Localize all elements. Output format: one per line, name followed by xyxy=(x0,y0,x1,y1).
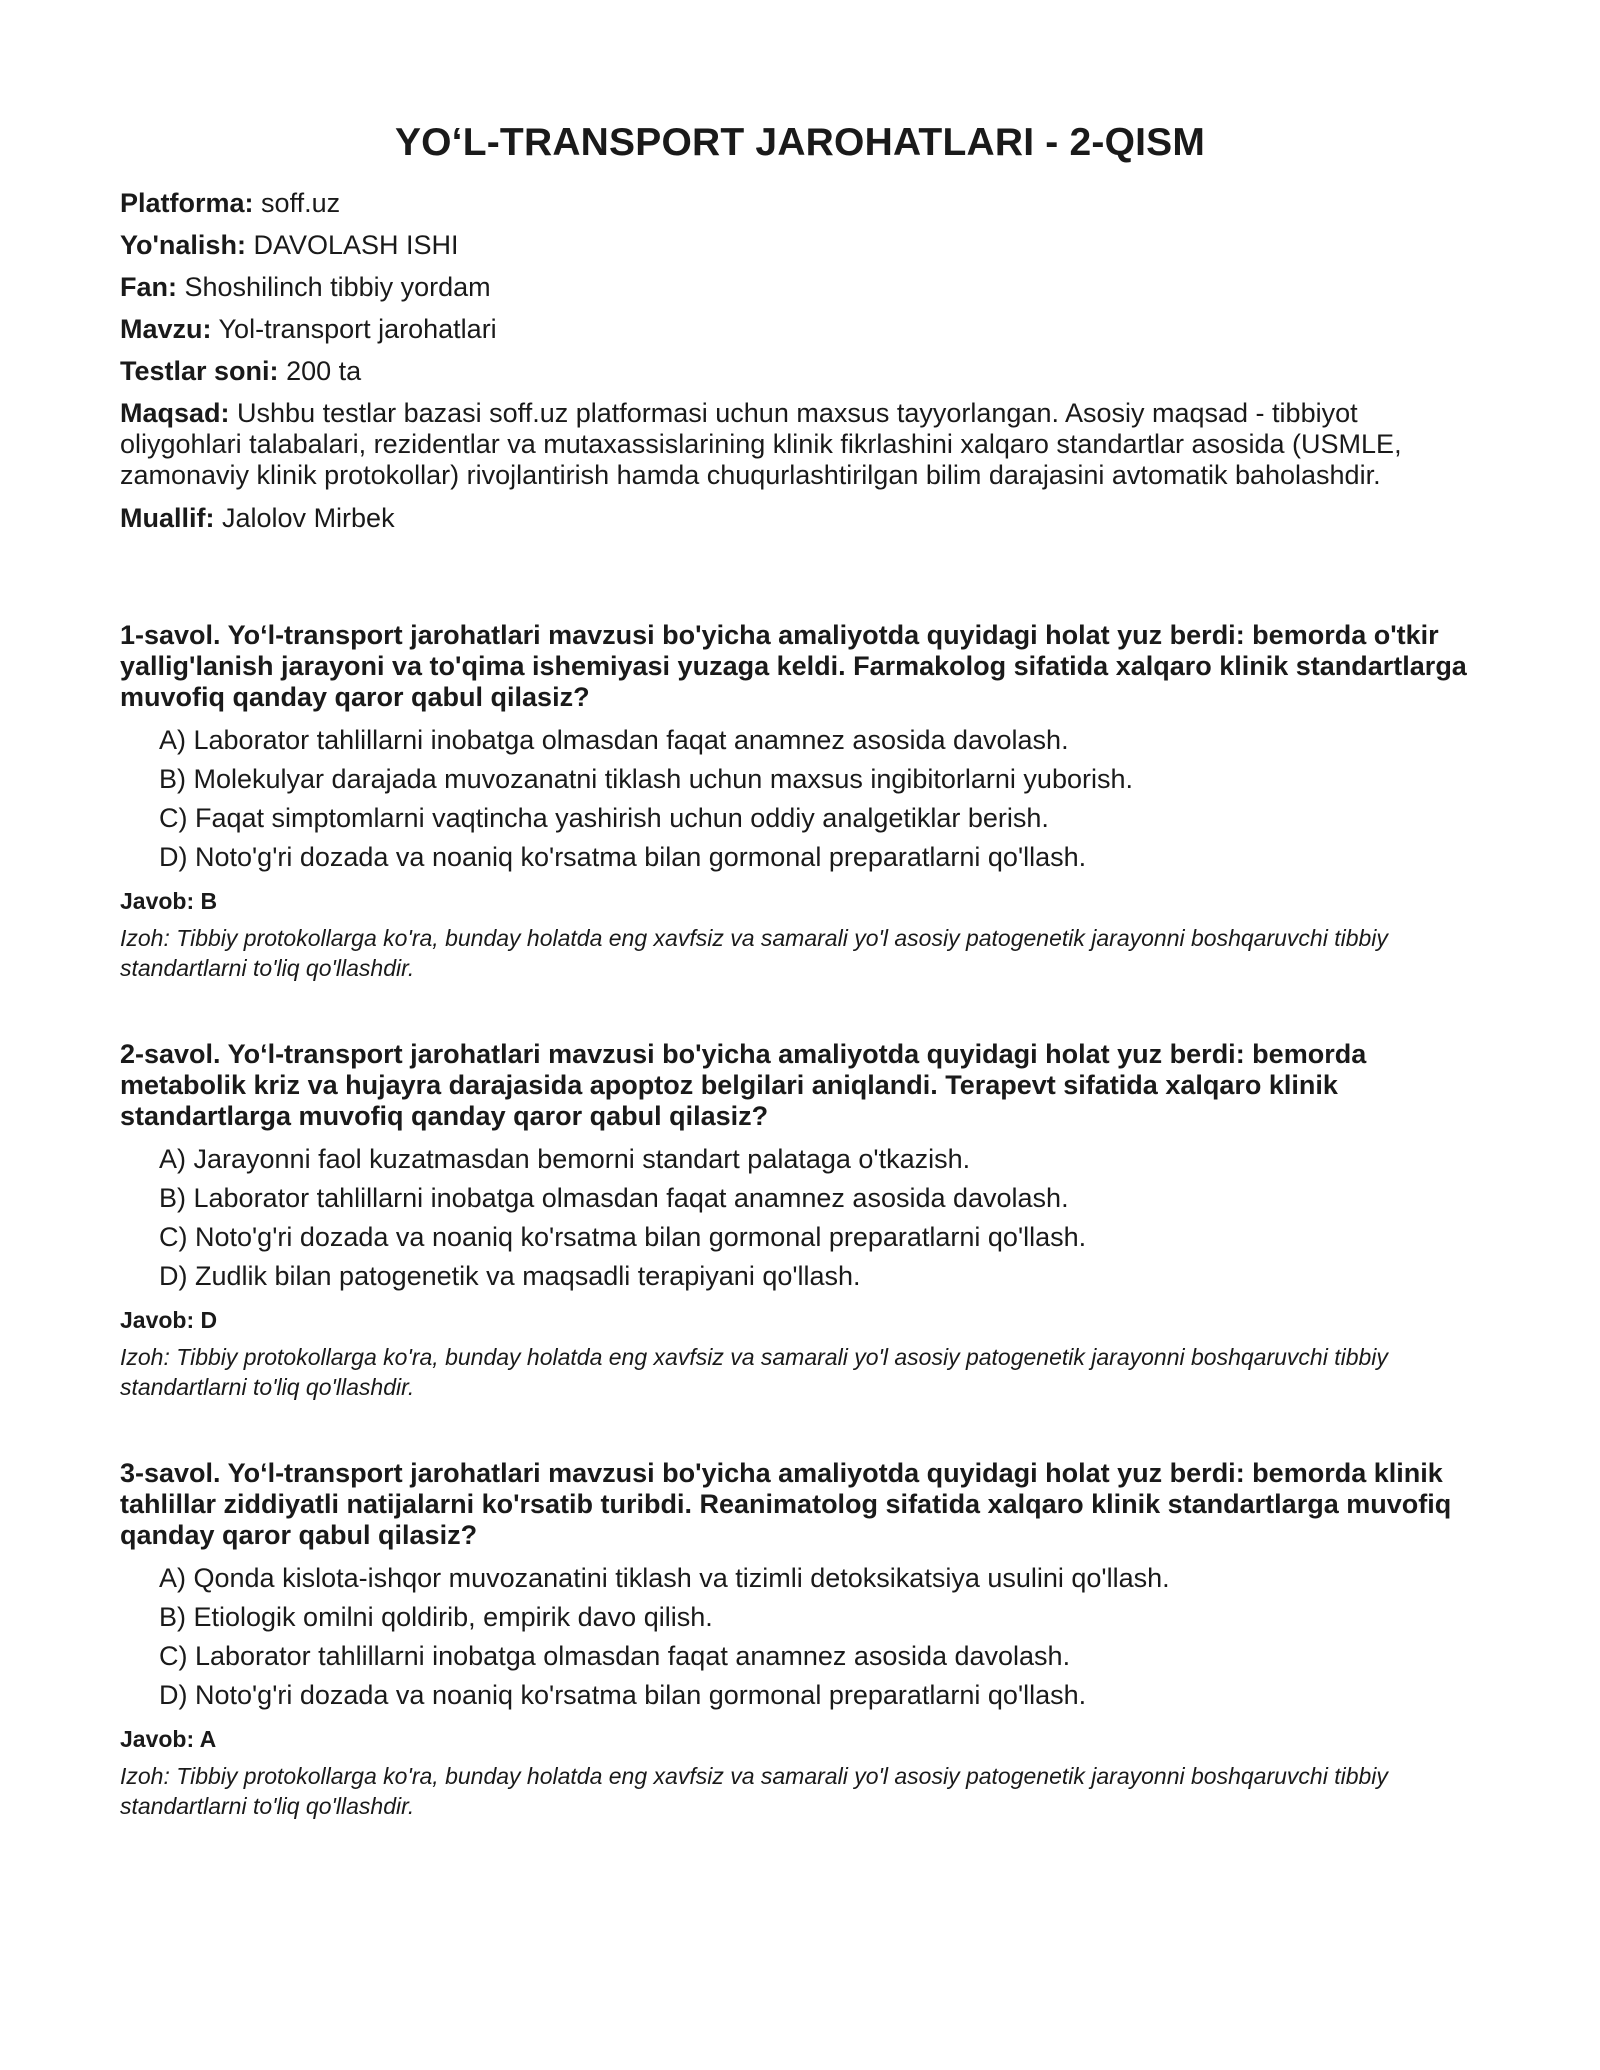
option-a: A) Qonda kislota-ishqor muvozanatini tiklash va tizimli detoksikatsiya usulini qo'llash. xyxy=(159,1563,1170,1593)
meta-key: Muallif: xyxy=(120,503,215,533)
meta-platforma xyxy=(120,188,1480,219)
meta-maqsad xyxy=(120,398,1480,491)
question-2 xyxy=(120,1039,1480,1402)
questions-list xyxy=(120,620,1480,1821)
meta-value: Shoshilinch tibbiy yordam xyxy=(184,272,491,302)
meta-muallif xyxy=(120,503,1480,534)
meta-key: Maqsad: xyxy=(120,398,230,428)
meta-value: Ushbu testlar bazasi soff.uz platformasi uchun maxsus tayyorlangan. Asosiy maqsad - tibbiyot oliygohlari talabalari, rezidentlar va mutaxassislarining klinik fikrlashini xalqaro standartlar asosida (USMLE, zamonaviy klinik protokollar) rivojlantirish hamda chuqurlashtirilgan bilim darajasini avtomatik baholashdir. xyxy=(120,398,1402,490)
meta-key: Platforma: xyxy=(120,188,254,218)
question-1 xyxy=(120,620,1480,983)
option-b: B) Laborator tahlillarni inobatga olmasdan faqat anamnez asosida davolash. xyxy=(159,1183,1069,1213)
meta-mavzu xyxy=(120,314,1480,345)
meta-key: Testlar soni: xyxy=(120,356,279,386)
meta-key: Yo'nalish: xyxy=(120,230,246,260)
meta-value: 200 ta xyxy=(286,356,362,386)
option-a: A) Laborator tahlillarni inobatga olmasdan faqat anamnez asosida davolash. xyxy=(159,725,1069,755)
meta-value: Jalolov Mirbek xyxy=(222,503,395,533)
option-c: C) Laborator tahlillarni inobatga olmasdan faqat anamnez asosida davolash. xyxy=(159,1641,1071,1671)
option-d: D) Noto'g'ri dozada va noaniq ko'rsatma bilan gormonal preparatlarni qo'llash. xyxy=(159,1680,1087,1710)
explanation: Izoh: Tibbiy protokollarga ko'ra, bunday holatda eng xavfsiz va samarali yo'l asosiy patogenetik jarayonni boshqaruvchi tibbiy standartlarni to'liq qo'llashdir. xyxy=(120,1763,1388,1819)
option-d: D) Noto'g'ri dozada va noaniq ko'rsatma bilan gormonal preparatlarni qo'llash. xyxy=(159,842,1087,872)
question-text: 1-savol. Yo‘l-transport jarohatlari mavzusi bo'yicha amaliyotda quyidagi holat yuz berdi: bemorda o'tkir yallig'lanish jarayoni va to'qima ishemiyasi yuzaga keldi. Farmakolog sifatida xalqaro klinik standartlarga muvofiq qanday qaror qabul qilasiz? xyxy=(120,620,1467,712)
meta-fan xyxy=(120,272,1480,303)
option-c: C) Noto'g'ri dozada va noaniq ko'rsatma bilan gormonal preparatlarni qo'llash. xyxy=(159,1222,1087,1252)
meta-value: DAVOLASH ISHI xyxy=(253,230,459,260)
meta-value: soff.uz xyxy=(261,188,341,218)
question-text: 3-savol. Yo‘l-transport jarohatlari mavzusi bo'yicha amaliyotda quyidagi holat yuz berdi: bemorda klinik tahlillar ziddiyatli natijalarni ko'rsatib turibdi. Reanimatolog sifatida xalqaro klinik standartlarga muvofiq qanday qaror qabul qilasiz? xyxy=(120,1458,1452,1550)
correct-answer: Javob: A xyxy=(120,1726,217,1752)
explanation: Izoh: Tibbiy protokollarga ko'ra, bunday holatda eng xavfsiz va samarali yo'l asosiy patogenetik jarayonni boshqaruvchi tibbiy standartlarni to'liq qo'llashdir. xyxy=(120,925,1388,981)
option-a: A) Jarayonni faol kuzatmasdan bemorni standart palataga o'tkazish. xyxy=(159,1144,971,1174)
explanation: Izoh: Tibbiy protokollarga ko'ra, bunday holatda eng xavfsiz va samarali yo'l asosiy patogenetik jarayonni boshqaruvchi tibbiy standartlarni to'liq qo'llashdir. xyxy=(120,1344,1388,1400)
option-b: B) Molekulyar darajada muvozanatni tiklash uchun maxsus ingibitorlarni yuborish. xyxy=(159,764,1133,794)
option-b: B) Etiologik omilni qoldirib, empirik davo qilish. xyxy=(159,1602,713,1632)
correct-answer: Javob: B xyxy=(120,888,218,914)
option-d: D) Zudlik bilan patogenetik va maqsadli terapiyani qo'llash. xyxy=(159,1261,861,1291)
question-3 xyxy=(120,1458,1480,1821)
answer-options xyxy=(120,725,1480,873)
answer-options xyxy=(120,1563,1480,1711)
meta-testlar-soni xyxy=(120,356,1480,387)
question-text: 2-savol. Yo‘l-transport jarohatlari mavzusi bo'yicha amaliyotda quyidagi holat yuz berdi: bemorda metabolik kriz va hujayra darajasida apoptoz belgilari aniqlandi. Terapevt sifatida xalqaro klinik standartlarga muvofiq qanday qaror qabul qilasiz? xyxy=(120,1039,1367,1131)
meta-yonalish xyxy=(120,230,1480,261)
document-title: YO‘L-TRANSPORT JAROHATLARI - 2-QISM xyxy=(394,121,1206,164)
meta-key: Fan: xyxy=(120,272,177,302)
option-c: C) Faqat simptomlarni vaqtincha yashirish uchun oddiy analgetiklar berish. xyxy=(159,803,1049,833)
meta-key: Mavzu: xyxy=(120,314,212,344)
correct-answer: Javob: D xyxy=(120,1307,218,1333)
answer-options xyxy=(120,1144,1480,1292)
meta-value: Yol-transport jarohatlari xyxy=(218,314,497,344)
document-meta xyxy=(120,188,1480,534)
